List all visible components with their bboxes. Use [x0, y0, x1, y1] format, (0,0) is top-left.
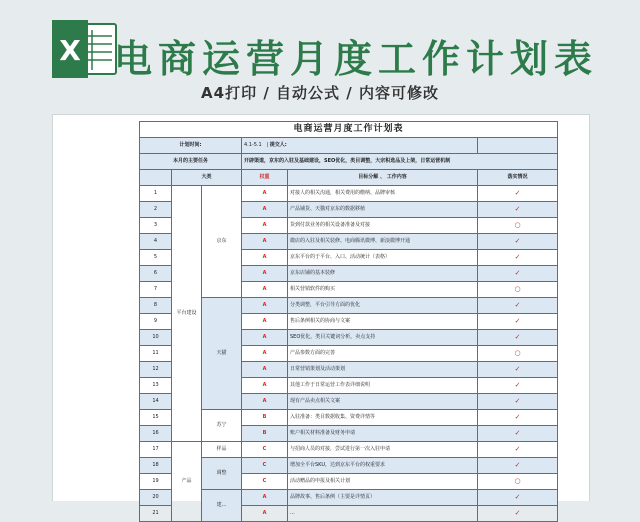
task-cell[interactable]: 京东平台的于平台、入口、活动统计（表格） — [288, 250, 478, 266]
task-cell[interactable]: 产品铺货、天猫对京东的数据移植 — [288, 202, 478, 218]
row-number: 14 — [140, 394, 172, 410]
weight-cell[interactable]: A — [242, 250, 288, 266]
page-title: 电商运营月度工作计划表 — [114, 37, 599, 81]
row-number: 4 — [140, 234, 172, 250]
task-cell[interactable]: ... — [288, 506, 478, 522]
sub-tmall: 天猫 — [202, 298, 242, 410]
weight-cell[interactable]: A — [242, 378, 288, 394]
row-number: 1 — [140, 186, 172, 202]
header-weight: 权重 — [242, 170, 288, 186]
sub-suning: 苏宁 — [202, 410, 242, 442]
main-task-value[interactable]: 开辟渠道，京东的入驻及基础建设，SEO优化，类目调整，大宗积选品及上架，日常运营机制 — [242, 154, 558, 170]
header — [0, 0, 640, 112]
row-number: 17 — [140, 442, 172, 458]
excel-logo-icon — [50, 20, 118, 78]
task-cell[interactable]: 售后条例相关的协商与文案 — [288, 314, 478, 330]
sheet-title: 电商运营月度工作计划表 — [140, 122, 558, 138]
plan-time-value: 4.1-5.1 — [244, 142, 262, 148]
row-number: 5 — [140, 250, 172, 266]
header-num — [140, 170, 172, 186]
row-number: 3 — [140, 218, 172, 234]
row-number: 2 — [140, 202, 172, 218]
status-mark[interactable]: ✓ — [478, 298, 558, 314]
row-number: 19 — [140, 474, 172, 490]
sub-jd: 京东 — [202, 186, 242, 298]
row-number: 9 — [140, 314, 172, 330]
plan-table — [139, 121, 558, 522]
weight-cell[interactable]: A — [242, 218, 288, 234]
header-goal: 目标分解 、 工作内容 — [288, 170, 478, 186]
row-number: 13 — [140, 378, 172, 394]
weight-cell[interactable]: C — [242, 458, 288, 474]
group-product: 产品 — [172, 442, 202, 522]
task-cell[interactable]: 微店的入驻及相关装修、电商腾讯微博、新浪微博开通 — [288, 234, 478, 250]
row-number: 15 — [140, 410, 172, 426]
submitter-label: 提交人: — [269, 142, 287, 148]
weight-cell[interactable]: B — [242, 426, 288, 442]
plan-time-label: 计划时间: — [140, 138, 242, 154]
row-number: 21 — [140, 506, 172, 522]
status-mark[interactable]: ✓ — [478, 490, 558, 506]
weight-cell[interactable]: C — [242, 474, 288, 490]
status-mark[interactable]: ✓ — [478, 314, 558, 330]
task-cell[interactable]: 对接人的相关沟通，相关费用的缴纳、品牌审核 — [288, 186, 478, 202]
task-cell[interactable]: 相关营销软件的购买 — [288, 282, 478, 298]
status-mark[interactable]: ✓ — [478, 426, 558, 442]
sub-sample: 样品 — [202, 442, 242, 458]
row-number: 12 — [140, 362, 172, 378]
main-task-label: 本月的主要任务 — [140, 154, 242, 170]
status-mark[interactable]: ✓ — [478, 362, 558, 378]
weight-cell[interactable]: A — [242, 394, 288, 410]
task-cell[interactable]: 日常营销策划及活动策划 — [288, 362, 478, 378]
status-mark[interactable]: ✓ — [478, 202, 558, 218]
weight-cell[interactable]: A — [242, 234, 288, 250]
row-number: 18 — [140, 458, 172, 474]
task-cell[interactable]: 账户相关材料准备及财务申请 — [288, 426, 478, 442]
weight-cell[interactable]: A — [242, 186, 288, 202]
sub-adjust: 调整 — [202, 458, 242, 490]
weight-cell[interactable]: C — [242, 442, 288, 458]
row-number: 8 — [140, 298, 172, 314]
task-cell[interactable]: 入驻准备：类目数据收集、资费详情等 — [288, 410, 478, 426]
status-mark[interactable]: ○ — [478, 474, 558, 490]
page-subtitle: A4打印 / 自动公式 / 内容可修改 — [201, 84, 439, 102]
status-mark[interactable]: ✓ — [478, 186, 558, 202]
weight-cell[interactable]: A — [242, 490, 288, 506]
row-number: 6 — [140, 266, 172, 282]
task-cell[interactable]: 增加全平台SKU，达到京东平台的权重要求 — [288, 458, 478, 474]
spreadsheet-preview — [52, 114, 590, 517]
row-number: 7 — [140, 282, 172, 298]
status-mark[interactable]: ○ — [478, 282, 558, 298]
status-mark[interactable]: ✓ — [478, 506, 558, 522]
weight-cell[interactable]: B — [242, 410, 288, 426]
task-cell[interactable]: 分类调整，平台引导方面的优化 — [288, 298, 478, 314]
row-number: 11 — [140, 346, 172, 362]
task-cell[interactable]: 京东店铺的基本装修 — [288, 266, 478, 282]
status-mark[interactable]: ✓ — [478, 250, 558, 266]
status-mark[interactable]: ✓ — [478, 458, 558, 474]
status-mark[interactable]: ✓ — [478, 378, 558, 394]
weight-cell[interactable]: A — [242, 314, 288, 330]
task-cell[interactable]: 现有产品卖点相关文案 — [288, 394, 478, 410]
status-mark[interactable]: ○ — [478, 218, 558, 234]
submitter-cell[interactable] — [478, 138, 558, 154]
weight-cell[interactable]: A — [242, 362, 288, 378]
status-mark[interactable]: ✓ — [478, 394, 558, 410]
weight-cell[interactable]: A — [242, 506, 288, 522]
weight-cell[interactable]: A — [242, 330, 288, 346]
group-platform: 平台建设 — [172, 186, 202, 442]
task-cell[interactable]: 其他工作于日常运营工作表详细说明 — [288, 378, 478, 394]
task-cell[interactable]: 品牌故事、售后条例（主要是详情页） — [288, 490, 478, 506]
status-mark[interactable]: ○ — [478, 346, 558, 362]
svg-text:X: X — [59, 34, 81, 67]
task-cell[interactable]: 活动赠品的申报及相关计划 — [288, 474, 478, 490]
row-number: 20 — [140, 490, 172, 506]
status-mark[interactable]: ✓ — [478, 442, 558, 458]
weight-cell[interactable]: A — [242, 202, 288, 218]
header-status: 落实情况 — [478, 170, 558, 186]
status-mark[interactable]: ✓ — [478, 266, 558, 282]
weight-cell[interactable]: A — [242, 298, 288, 314]
status-mark[interactable]: ✓ — [478, 410, 558, 426]
task-cell[interactable]: 产品参数方面的完善 — [288, 346, 478, 362]
row-number: 10 — [140, 330, 172, 346]
weight-cell[interactable]: A — [242, 346, 288, 362]
weight-cell[interactable]: A — [242, 266, 288, 282]
status-mark[interactable]: ✓ — [478, 330, 558, 346]
task-cell[interactable]: 货到付款业务的相关设备准备及对接 — [288, 218, 478, 234]
task-cell[interactable]: SEO优化，类目关键词分析，卖点支持 — [288, 330, 478, 346]
plan-time-cell[interactable]: 4.1-5.1 | 提交人: — [242, 138, 478, 154]
task-cell[interactable]: 与招商人员的对接，尝试进行第一次入驻申请 — [288, 442, 478, 458]
sub-last: 建... — [202, 490, 242, 522]
header-category: 大类 — [172, 170, 242, 186]
row-number: 16 — [140, 426, 172, 442]
weight-cell[interactable]: A — [242, 282, 288, 298]
status-mark[interactable]: ✓ — [478, 234, 558, 250]
